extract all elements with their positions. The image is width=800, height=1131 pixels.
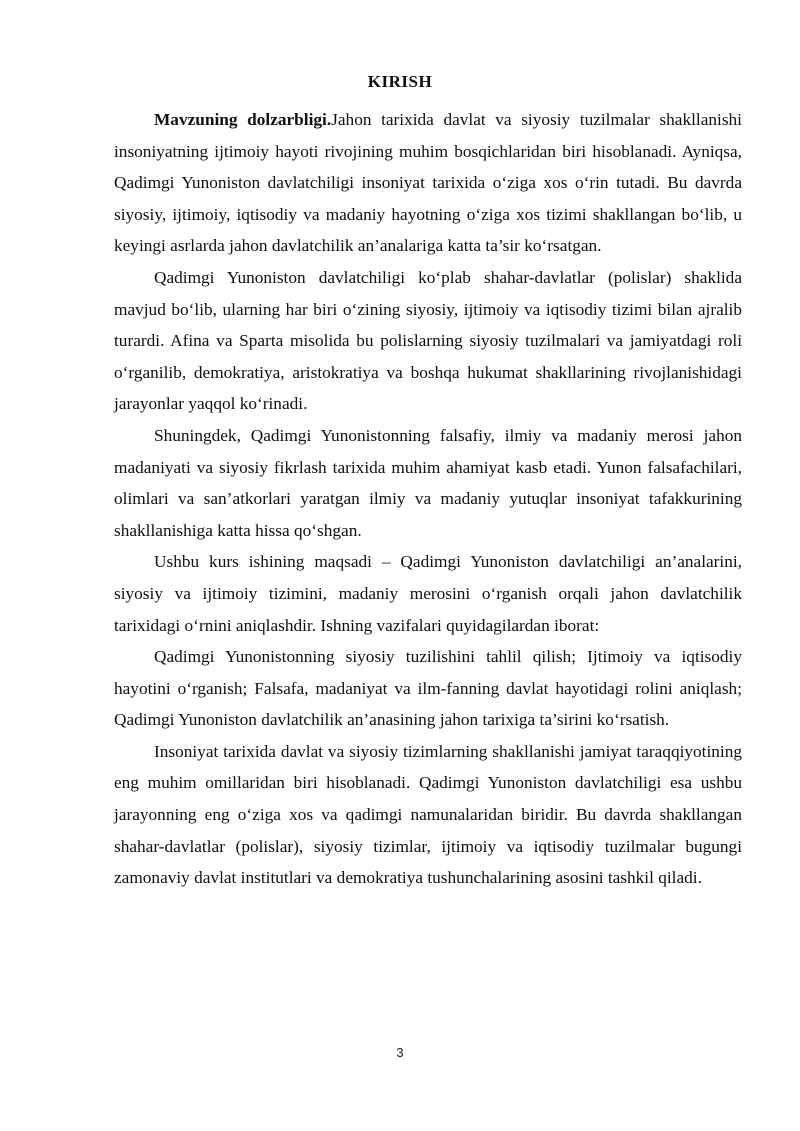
paragraph-goal: Ushbu kurs ishining maqsadi – Qadimgi Yunoniston davlatchiligi an’analarini, siyosiy va ijtimoiy tizimini, madaniy merosini o‘rganish orqali jahon davlatchilik tarixidagi o‘rnini aniqlashdir. Ishning vazifalari quyidagilardan iborat:	[114, 552, 742, 635]
paragraph-tasks: Qadimgi Yunonistonning siyosiy tuzilishini tahlil qilish; Ijtimoiy va iqtisodiy hayotini o‘rganish; Falsafa, madaniyat va ilm-fanning davlat hayotidagi rolini aniqlash; Qadimgi Yunoniston davlatchilik an’anasining jahon tarixiga ta’sirini ko‘rsatish.	[114, 647, 742, 730]
paragraph-polis: Qadimgi Yunoniston davlatchiligi ko‘plab shahar-davlatlar (polislar) shaklida mavjud bo‘lib, ularning har biri o‘zining siyosiy, ijtimoiy va iqtisodiy tizimi bilan ajralib turardi. Afina va Sparta misolida bu polislarning siyosiy tuzilmalari va jamiyatdagi roli o‘rganilib, demokratiya, aristokratiya va boshqa hukumat shakllarining rivojlanishidagi jarayonlar yaqqol ko‘rinadi.	[114, 267, 742, 414]
paragraph-text: Jahon tarixida davlat va siyosiy tuzilmalar shakllanishi insoniyatning ijtimoiy hayoti rivojining muhim bosqichlaridan biri hisoblanadi. Ayniqsa, Qadimgi Yunoniston davlatchiligi insoniyat tarixida o‘ziga xos o‘rin tutadi. Bu davrda siyosiy, ijtimoiy, iqtisodiy va madaniy hayotning o‘ziga xos tizimi shakllangan bo‘lib, u keyingi asrlarda jahon davlatchilik an’analariga katta ta’sir ko‘rsatgan.	[114, 110, 742, 256]
paragraph-conclusion: Insoniyat tarixida davlat va siyosiy tizimlarning shakllanishi jamiyat taraqqiyotining eng muhim omillaridan biri hisoblanadi. Qadimgi Yunoniston davlatchiligi esa ushbu jarayonning eng o‘ziga xos va qadimgi namunalaridan biridir. Bu davrda shakllangan shahar-davlatlar (polislar), siyosiy tizimlar, ijtimoiy va iqtisodiy tuzilmalar bugungi zamonaviy davlat institutlari va demokratiya tushunchalarining asosini tashkil qiladi.	[114, 741, 742, 888]
paragraph-lead: Mavzuning dolzarbligi.	[154, 110, 332, 129]
paragraph-relevance	[114, 104, 742, 262]
paragraph-heritage: Shuningdek, Qadimgi Yunonistonning falsafiy, ilmiy va madaniy merosi jahon madaniyati va siyosiy fikrlash tarixida muhim ahamiyat kasb etadi. Yunon falsafachilari, olimlari va san’atkorlari yaratgan ilmiy va madaniy yutuqlar insoniyat tafakkurining shakllanishiga katta hissa qo‘shgan.	[114, 425, 742, 540]
page-heading: KIRISH	[367, 72, 433, 91]
body-text	[114, 104, 742, 894]
page-number: 3	[396, 1045, 404, 1060]
